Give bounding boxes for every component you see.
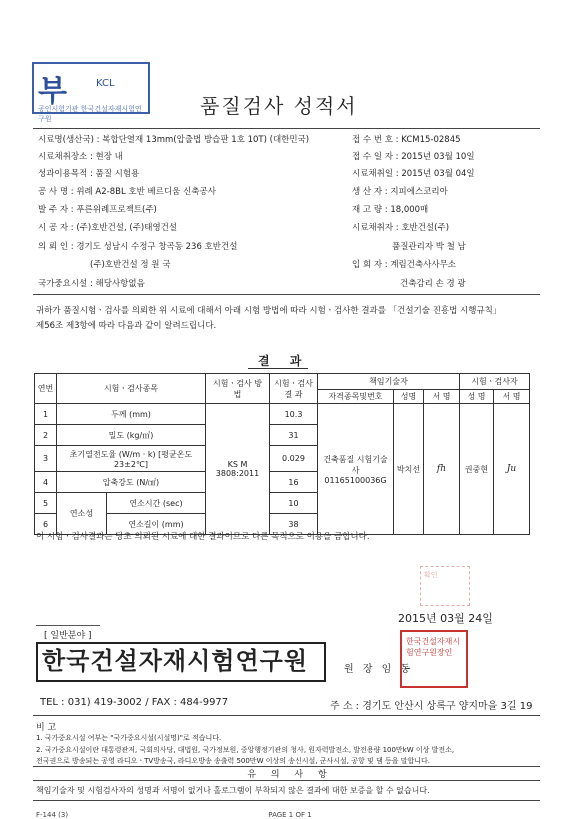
tech-name: 박치선 <box>394 404 424 535</box>
project-row: 공 사 명 : 위례 A2-8BL 호반 베르디움 신축공사 <box>38 187 216 197</box>
tech-qualification: 건축품질 시험기술사 01165100036G <box>318 404 394 535</box>
header-tech: 책임기술자 <box>318 374 460 390</box>
collect-date-row: 시료채취일 : 2015년 03월 04일 <box>352 169 475 179</box>
quality-manager: 품질관리자 박 철 남 <box>392 242 466 252</box>
producer-row: 생 산 자 : 지피에스코리아 <box>352 187 448 197</box>
notice-title: 유 의 사 항 <box>247 770 333 780</box>
header-tech-name: 성명 <box>394 390 424 404</box>
collect-place-row: 시료채취장소 : 현장 내 <box>38 152 123 162</box>
receipt-no-row: 접 수 번 호 : KCM15-02845 <box>352 135 461 145</box>
row-result: 31 <box>270 425 318 446</box>
institute-name: 한국건설자재시험연구원 <box>36 642 326 682</box>
row-no: 2 <box>35 425 57 446</box>
requester-row: 의 뢰 인 : 경기도 성남시 수정구 창곡동 236 호반건설 <box>38 242 238 252</box>
logo-big-text: 부 <box>38 74 69 109</box>
result-title: 결 과 <box>258 354 310 368</box>
header-qualification: 자격종목및번호 <box>318 390 394 404</box>
row-item: 연소시간 (sec) <box>107 493 206 514</box>
row-no: 6 <box>35 514 57 535</box>
issue-date: 2015년 03월 24일 <box>398 612 493 625</box>
tech-signature: fh <box>424 404 460 535</box>
page-number: PAGE 1 OF 1 <box>268 811 312 819</box>
row-item: 두께 (mm) <box>57 404 206 425</box>
remark-1: 1. 국가중요시설 여부는 "국가중요시설(시설명)"로 적습니다. <box>36 734 222 742</box>
remark-3: 전국권으로 방송되는 공영 라디오ㆍTV방송국, 라디오방송 송출력 500만W 이상의 송신시설, 군사시설, 공항 및 댐 등을 말합니다. <box>36 757 430 765</box>
witness-row: 입 회 자 : 계림건축사사무소 <box>352 260 457 270</box>
header-item: 시험ㆍ검사종목 <box>57 374 206 404</box>
row-item: 밀도 (kg/㎥) <box>57 425 206 446</box>
divider <box>33 715 540 716</box>
row-no: 1 <box>35 404 57 425</box>
requester-name: (주)호반건설 정 원 국 <box>90 260 171 270</box>
stock-row: 재 고 량 : 18,000매 <box>352 205 429 215</box>
logo-small-text: KCL <box>96 78 115 89</box>
notice-paragraph <box>36 304 536 334</box>
national-facility-row: 국가중요시설 : 해당사항없음 <box>38 279 145 289</box>
row-item: 압축강도 (N/㎠) <box>57 472 206 493</box>
contact-info: TEL : 031) 419-3002 / FAX : 484-9977 <box>40 697 229 708</box>
header-method: 시험ㆍ검사 방 법 <box>206 374 270 404</box>
supervisor: 건축감리 손 경 광 <box>400 279 466 289</box>
director-line: 원 장 임 동 <box>344 664 414 675</box>
combustibility-label: 연소성 <box>57 493 107 535</box>
sample-name-row: 시료명(생산국) : 복합단열재 13mm(압출법 방습판 1호 10T) (대한민국) <box>38 135 310 145</box>
header-tester: 시험ㆍ검사자 <box>460 374 530 390</box>
notice-text: 책임기술자 및 시험검사자의 성명과 서명이 없거나 홀로그램이 부착되지 않은 결과에 대한 보증을 할 수 없습니다. <box>36 786 430 795</box>
row-result: 10 <box>270 493 318 514</box>
row-result: 38 <box>270 514 318 535</box>
client-row: 발 주 자 : 푸른위례프로젝트(주) <box>38 205 157 215</box>
test-method: KS M 3808:2011 <box>206 404 270 535</box>
header-tester-sign: 서 명 <box>494 390 530 404</box>
row-item: 연소길이 (mm) <box>107 514 206 535</box>
divider <box>33 780 540 781</box>
remark-2: 2. 국가중요시설이란 대통령관저, 국회의사당, 대법원, 국가정보원, 중앙행정기관의 청사, 원자력발전소, 발전용량 100만kW 이상 발전소, <box>36 746 455 754</box>
collector-row: 시료채취자 : 호반건설(주) <box>352 223 450 233</box>
row-item: 초기열전도율 (W/m · k) [평균온도 23±2℃] <box>57 446 206 472</box>
header-no: 연번 <box>35 374 57 404</box>
disclaimer: 이 시험ㆍ검사결과는 당초 의뢰된 시료에 대한 결과이므로 다른 목적으로 이용을 금합니다. <box>36 532 370 542</box>
header-tester-name: 성 명 <box>460 390 494 404</box>
divider <box>33 294 540 295</box>
results-table <box>34 373 530 535</box>
purpose-row: 성과이용목적 : 품질 시험용 <box>38 169 140 179</box>
receipt-date-row: 접 수 일 자 : 2015년 03월 10일 <box>352 152 475 162</box>
row-result: 0.029 <box>270 446 318 472</box>
confirmation-stamp: 확인 <box>420 566 470 606</box>
category-label: [ 일반분야 ] <box>36 625 100 644</box>
row-no: 4 <box>35 472 57 493</box>
paragraph-line-1: 귀하가 품질시험ㆍ검사를 의뢰한 위 시료에 대해서 아래 시험 방법에 따라 시험ㆍ검사한 결과를 「건설기술 진흥법 시행규칙」 <box>36 306 502 316</box>
divider <box>33 128 540 129</box>
header-result: 시험ㆍ검사 결 과 <box>270 374 318 404</box>
tester-name: 권중현 <box>460 404 494 535</box>
paragraph-line-2: 제56조 제3항에 따라 다음과 같이 알려드립니다. <box>36 321 217 331</box>
logo-stamp <box>32 62 150 123</box>
row-no: 3 <box>35 446 57 472</box>
logo-line-text: 공인시험기관 한국건설자재시험연구원 <box>38 105 142 123</box>
row-no: 5 <box>35 493 57 514</box>
remarks-heading: 비 고 <box>36 723 57 733</box>
tester-signature: Ju <box>494 404 530 535</box>
row-result: 16 <box>270 472 318 493</box>
divider <box>33 800 540 801</box>
builder-row: 시 공 자 : (주)호반건설, (주)태영건설 <box>38 223 178 233</box>
result-underline <box>248 368 308 369</box>
row-result: 10.3 <box>270 404 318 425</box>
address-info: 주 소 : 경기도 안산시 상록구 양지마을 3길 19 <box>330 701 533 712</box>
table-row <box>35 404 530 425</box>
official-seal: 한국건설자재시험연구원장인 <box>400 630 468 688</box>
form-number: F-144 (3) <box>36 811 69 819</box>
document-title: 품질검사 성적서 <box>200 94 358 118</box>
header-tech-sign: 서 명 <box>424 390 460 404</box>
